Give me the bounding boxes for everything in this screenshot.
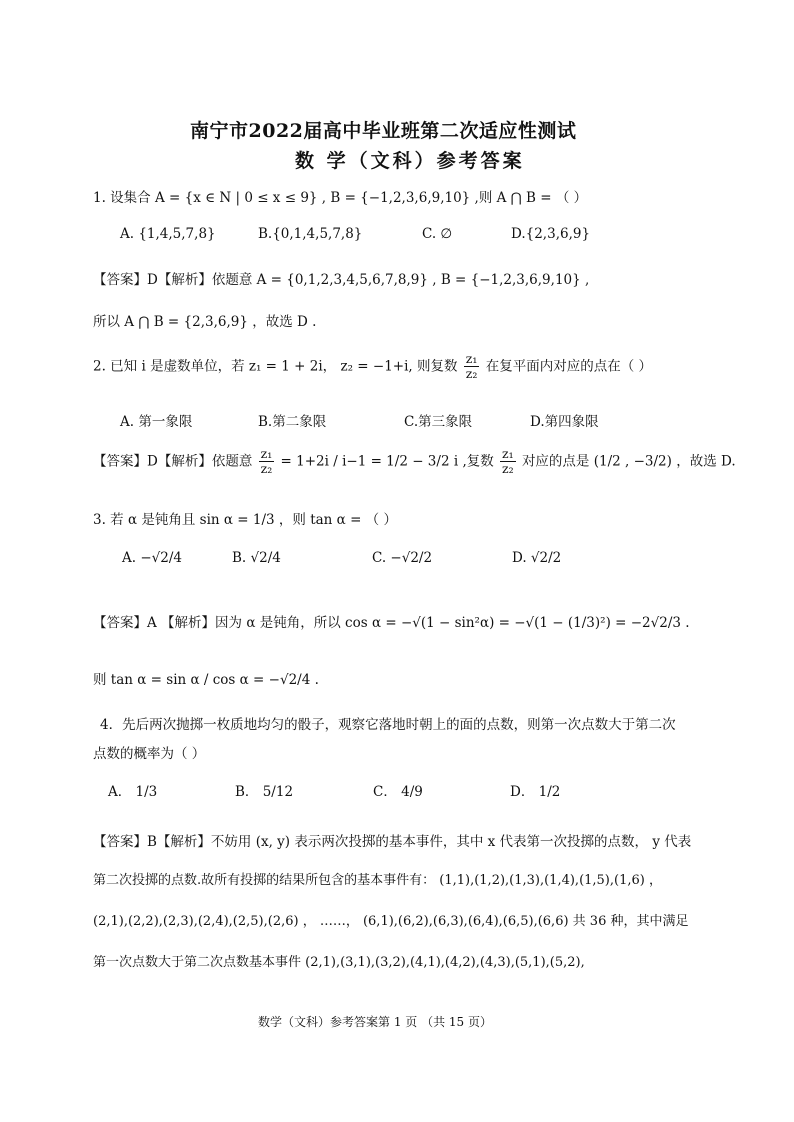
q2-answer-text-d: ，故选 D. — [676, 453, 736, 470]
page-title: 南宁市2022届高中毕业班第二次适应性测试 — [190, 120, 577, 142]
q4-stem-line2: 点数的概率为（ ） — [93, 746, 206, 762]
q4-option-a: A． 1/3 — [108, 784, 158, 800]
q4-option-c: C． 4/9 — [373, 784, 423, 800]
q4-answer-line4: 第一次点数大于第二次点数基本事件 (2,1),(3,1),(3,2),(4,1),(4,2),(4,3),(5,1),(5,2), — [93, 955, 585, 970]
q4-option-b: B． 5/12 — [235, 784, 294, 800]
q2-frac-num: z₁ — [465, 351, 478, 366]
q2-answer-text-a: 【答案】D【解析】依题意 — [93, 453, 253, 470]
q2-stem — [93, 352, 652, 382]
page-footer: 数学（文科）参考答案第 1 页 （共 15 页） — [258, 1015, 492, 1029]
q3-answer-line1: 【答案】A 【解析】因为 α 是钝角，所以 cos α = −√(1 − sin²α) = −√(1 − (1/3)²) = −2√2/3 . — [93, 615, 690, 631]
q3-option-d: D. √2/2 — [512, 550, 562, 566]
q4-answer-line1: 【答案】B【解析】不妨用 (x, y) 表示两次投掷的基本事件，其中 x 代表第一次投掷的点数， y 代表 — [93, 834, 692, 850]
q1-answer-line1: 【答案】D【解析】依题意 A = {0,1,2,3,4,5,6,7,8,9} , B = {−1,2,3,6,9,10} , — [93, 272, 590, 288]
q2-stem-text-b: 在复平面内对应的点在（ ） — [485, 358, 652, 375]
q2-answer-text-c: 对应的点是 — [521, 453, 590, 470]
q2-option-a: A. 第一象限 — [120, 414, 193, 430]
q4-answer-line2: 第二次投掷的点数.故所有投掷的结果所包含的基本事件有： (1,1),(1,2),(1,3),(1,4),(1,5),(1,6) ， — [93, 873, 662, 888]
q2-answer-frac1: $\frac{\text{z₁}}{\text{z₂}}$ — [260, 446, 273, 477]
q3-option-c: C. −√2/2 — [372, 550, 433, 566]
q4-answer-line3: (2,1),(2,2),(2,3),(2,4),(2,5),(2,6) ， ……， (6,1),(6,2),(6,3),(6,4),(6,5),(6,6) 共 36 种，其中满足 — [93, 914, 689, 929]
q2-answer-text-b: ,复数 — [462, 453, 494, 470]
q1-option-d: D.{2,3,6,9} — [511, 226, 591, 242]
q2-stem-fraction — [464, 352, 480, 382]
q3-option-a: A. −√2/4 — [122, 550, 182, 566]
q1-answer-line2: 所以 A ⋂ B = {2,3,6,9} ，故选 D . — [93, 314, 317, 330]
q3-stem: 3. 若 α 是钝角且 sin α = 1/3 ，则 tan α = （ ） — [93, 512, 397, 528]
q3-answer-line2: 则 tan α = sin α / cos α = −√2/4 . — [93, 672, 319, 688]
q2-answer-point: (1/2 , −3/2) — [593, 453, 672, 470]
q4-stem-line1: 4．先后两次抛掷一枚质地均匀的骰子，观察它落地时朝上的面的点数，则第一次点数大于第二次 — [100, 717, 676, 733]
q2-option-c: C.第三象限 — [404, 414, 473, 430]
q2-option-d: D.第四象限 — [530, 414, 599, 430]
q1-stem: 1. 设集合 A = {x ∈ N | 0 ≤ x ≤ 9} , B = {−1,2,3,6,9,10} ,则 A ⋂ B = （ ） — [93, 190, 588, 206]
q2-stem-text-a: 2. 已知 i 是虚数单位，若 z₁ = 1 + 2i， z₂ = −1+i, 则复数 — [93, 358, 458, 375]
q1-option-b: B.{0,1,4,5,7,8} — [258, 226, 363, 242]
q1-option-c: C. ∅ — [422, 226, 453, 242]
q1-option-a: A. {1,4,5,7,8} — [120, 226, 216, 242]
q2-answer-frac2: $\frac{\text{z₁}}{\text{z₂}}$ — [502, 446, 514, 477]
q3-option-b: B. √2/4 — [232, 550, 281, 566]
page-subtitle: 数 学（文科）参考答案 — [295, 150, 525, 172]
q2-option-b: B.第二象限 — [258, 414, 327, 430]
q2-frac-den: z₂ — [465, 366, 478, 382]
q4-option-d: D． 1/2 — [510, 784, 561, 800]
q2-answer-eq: = 1+2i / i−1 = 1/2 − 3/2 i — [280, 453, 459, 470]
q2-answer — [93, 447, 736, 477]
